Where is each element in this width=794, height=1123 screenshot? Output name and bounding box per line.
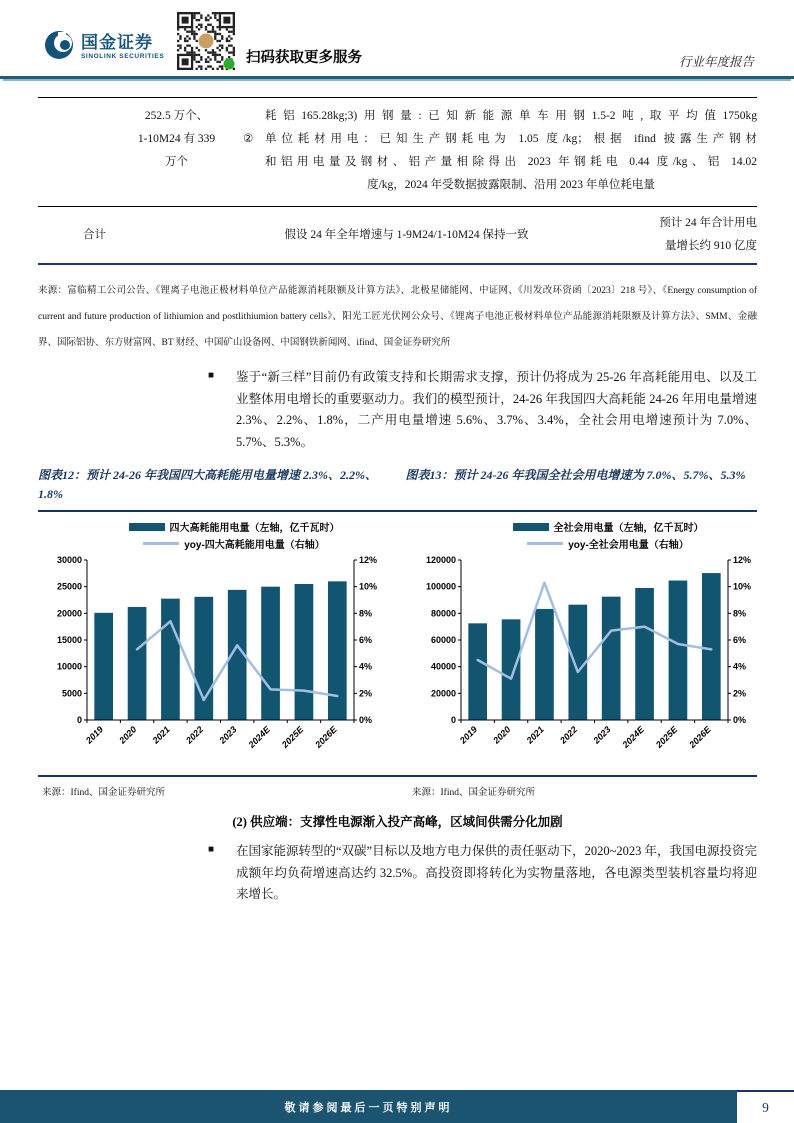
brand-name-cn: 国金证券	[81, 33, 153, 53]
svg-text:60000: 60000	[430, 635, 456, 645]
svg-text:10000: 10000	[56, 661, 82, 672]
svg-text:6%: 6%	[733, 635, 747, 645]
svg-text:25000: 25000	[56, 581, 82, 592]
svg-text:120000: 120000	[425, 555, 456, 565]
bar-line-chart	[40, 552, 392, 766]
report-type-label: 行业年度报告	[678, 55, 754, 69]
svg-text:2022: 2022	[557, 724, 580, 746]
svg-text:12%: 12%	[359, 555, 378, 565]
svg-text:2020: 2020	[117, 724, 139, 746]
legend-line-label: yoy-全社会用电量（右轴）	[568, 540, 689, 551]
legend-bar-entry	[76, 518, 392, 535]
table-source-note: 来源：富临精工公司公告、《锂离子电池正极材料单位产品能源消耗限额及计算方法》、北极星储能网、中证网、《川发改环资函〔2023〕218 号》、《Energy consumption of current and future production of lithiumion and postlithiumion battery cells》、阳光工匠光伏网公众号、《锂离子电池正极材料单位产品能源消耗限额及计算方法》、SMM、金融界、国际铝协、东方财富网、BT 财经、中国矿山设备网、中国钢铁新闻网、ifind、国金证券研究所	[38, 286, 757, 348]
svg-text:0: 0	[450, 715, 456, 725]
svg-text:2%: 2%	[733, 688, 747, 699]
bullet-square-icon: ■	[208, 844, 215, 855]
figure-sources	[38, 784, 757, 798]
chart-legend	[40, 518, 392, 552]
page-header	[0, 0, 794, 79]
legend-bar-label: 四大高耗能用电量（左轴，亿千瓦时）	[169, 523, 340, 534]
svg-text:2026E: 2026E	[687, 724, 713, 750]
item-marker: ②	[243, 133, 254, 145]
figure12-source: 来源：Ifind、国金证券研究所	[42, 788, 165, 798]
page-body	[0, 97, 794, 906]
table-cell-assumption	[265, 105, 757, 197]
bar-swatch-icon	[513, 523, 549, 531]
svg-text:20000: 20000	[56, 608, 82, 619]
svg-text:30000: 30000	[56, 555, 82, 565]
legend-bar-entry	[450, 518, 766, 535]
svg-text:2024E: 2024E	[620, 724, 646, 750]
brand-logo	[44, 30, 164, 65]
bullet-paragraph	[38, 841, 757, 906]
svg-text:100000: 100000	[425, 581, 456, 592]
svg-text:2022: 2022	[183, 724, 206, 746]
svg-text:20000: 20000	[430, 688, 456, 699]
svg-text:15000: 15000	[56, 635, 82, 645]
total-forecast	[625, 212, 757, 258]
svg-text:40000: 40000	[430, 661, 456, 672]
bar-swatch-icon	[129, 523, 165, 531]
page-footer	[0, 1090, 794, 1123]
bullet-text: 在国家能源转型的“双碳”目标以及地方电力保供的责任驱动下，2020~2023 年，我国电源投资完成额年均负荷增速高达约 32.5%。高投资即将转化为实物量落地，各电源类型装机容量均将迎来增长。	[236, 844, 757, 901]
svg-text:8%: 8%	[359, 608, 373, 619]
chart-whole-society	[414, 518, 766, 771]
bar-line-chart	[414, 552, 766, 766]
svg-text:12%: 12%	[733, 555, 752, 565]
line-swatch-icon	[527, 542, 563, 545]
svg-text:2023: 2023	[217, 724, 239, 746]
svg-text:0: 0	[76, 715, 82, 725]
qr-code	[177, 12, 235, 70]
figure-block	[38, 510, 757, 777]
legend-line-entry	[76, 535, 392, 552]
assumption-line: 单位耗材用电：已知生产钢耗电为 1.05 度/kg；根据 ifind 披露生产钢材	[265, 133, 757, 145]
legend-bar-label: 全社会用电量（左轴，亿千瓦时）	[553, 523, 704, 534]
legend-line-entry	[450, 535, 766, 552]
line-swatch-icon	[143, 542, 179, 545]
svg-text:2026E: 2026E	[313, 724, 339, 750]
svg-text:4%: 4%	[359, 661, 373, 672]
section-subheading: (2) 供应端：支撑性电源渐入投产高峰，区域间供需分化加剧	[232, 815, 563, 829]
svg-text:2019: 2019	[457, 724, 480, 746]
brand-name-en: SINOLINK SECURITIES	[81, 53, 165, 61]
svg-text:10%: 10%	[733, 581, 752, 592]
quantity-line: 1-10M24 有 339	[137, 133, 216, 145]
svg-text:2019: 2019	[83, 724, 106, 746]
table-row	[38, 98, 757, 207]
svg-text:6%: 6%	[359, 635, 373, 645]
assumption-table	[38, 97, 757, 265]
assumption-line: 和铝用电量及钢材、铝产量相除得出 2023 年钢耗电 0.44 度/kg、铝 14.02	[265, 156, 757, 168]
svg-text:8%: 8%	[733, 608, 747, 619]
total-assumption: 假设 24 年全年增速与 1-9M24/1-10M24 保持一致	[284, 228, 529, 241]
svg-text:5000: 5000	[61, 688, 82, 699]
svg-text:10%: 10%	[359, 581, 378, 592]
chart-legend	[414, 518, 766, 552]
svg-text:2021: 2021	[150, 724, 172, 746]
footer-disclaimer: 敬请参阅最后一页特别声明	[284, 1101, 453, 1114]
quantity-line: 万个	[165, 156, 188, 168]
total-label: 合计	[83, 228, 106, 241]
svg-text:2023: 2023	[591, 724, 613, 746]
chart-four-high-energy	[40, 518, 392, 771]
forecast-line: 量增长约 910 亿度	[665, 240, 757, 252]
qr-caption: 扫码获取更多服务	[246, 50, 362, 66]
legend-line-label: yoy-四大高耗能用电量（右轴）	[184, 540, 325, 551]
svg-text:4%: 4%	[733, 661, 747, 672]
svg-text:2021: 2021	[524, 724, 546, 746]
svg-text:2025E: 2025E	[279, 724, 306, 750]
svg-text:2024E: 2024E	[246, 724, 272, 750]
forecast-line: 预计 24 年合计用电	[659, 217, 757, 229]
quantity-line: 252.5 万个、	[144, 110, 209, 122]
svg-text:2025E: 2025E	[653, 724, 680, 750]
figure12-caption: 图表12：预计 24-26 年我国四大高耗能用电量增速 2.3%、2.2%、1.8%	[38, 468, 377, 501]
svg-text:80000: 80000	[430, 608, 456, 619]
svg-text:0%: 0%	[733, 715, 747, 725]
bullet-paragraph	[38, 367, 757, 453]
table-cell-quantity	[38, 105, 243, 197]
assumption-line: 度/kg，2024 年受数据披露限制、沿用 2023 年单位耗电量	[367, 179, 655, 191]
table-row-total	[38, 207, 757, 265]
figure-captions	[38, 466, 757, 504]
bullet-text: 鉴于“新三样”目前仍有政策支持和长期需求支撑，预计仍将成为 25-26 年高耗能用电、以及工业整体用电增长的重要驱动力。我们的模型预计，24-26 年我国四大高耗能 24-26 年用电量增速 2.3%、2.2%、1.8%，二产用电量增速 5.6%、3.7%、3.4%，全社会用电增速预计为 7.0%、5.7%、5.3%。	[236, 370, 757, 449]
bullet-square-icon: ■	[208, 370, 215, 381]
assumption-line: 耗铝165.28kg;3)用钢量:已知新能源单车用钢1.5-2吨,取平均值1750kg	[265, 110, 757, 122]
sinolink-logo-icon	[44, 30, 74, 65]
svg-text:0%: 0%	[359, 715, 373, 725]
svg-text:2020: 2020	[491, 724, 513, 746]
page-number: 9	[737, 1090, 794, 1123]
footer-disclaimer-bar	[0, 1090, 737, 1123]
svg-text:2%: 2%	[359, 688, 373, 699]
figure13-source: 来源：Ifind、国金证券研究所	[412, 788, 535, 798]
figure13-caption: 图表13：预计 24-26 年我国全社会用电增速为 7.0%、5.7%、5.3%	[405, 468, 746, 482]
